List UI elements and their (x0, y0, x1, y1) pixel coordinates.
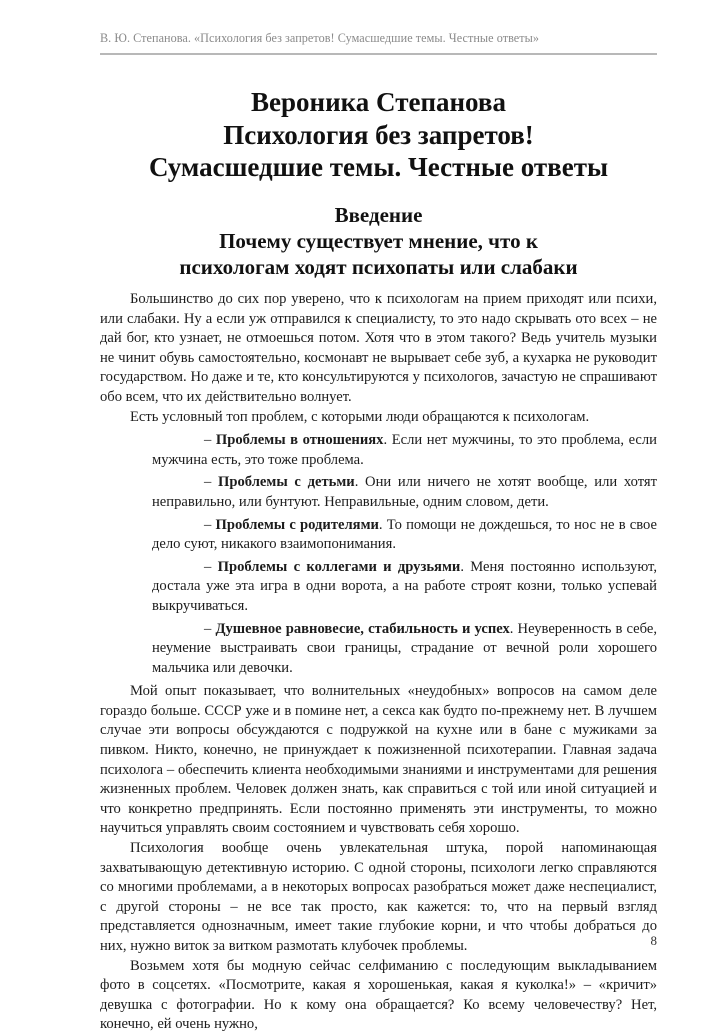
problem-title: Проблемы с коллегами и друзьями (217, 558, 461, 575)
running-header: В. Ю. Степанова. «Психология без запретов! Сумасшедшие темы. Честные ответы» (100, 31, 540, 45)
problem-text: . Неуверенность в себе, неумение выстраивать свои границы, страдание от вечной роли хорошего мальчика или девочки. (152, 620, 658, 676)
book-author: Вероника Степанова (251, 87, 506, 117)
problem-text: . Меня постоянно используют, достала уже эта игра в одни ворота, а на работе строят козни, только успевай выкручиваться. (152, 558, 657, 614)
problem-text: . То помощи не дождешься, то нос не в свое дело суют, никакого взаимопонимания. (152, 516, 657, 553)
problem-text: . Если нет мужчины, то это проблема, если мужчина есть, это тоже проблема. (152, 432, 657, 468)
dash: – (204, 474, 219, 491)
problem-list (152, 431, 657, 678)
problem-item (152, 431, 657, 470)
paragraph: Возьмем хотя бы модную сейчас селфиманию с последующим выкладыванием фото в соцсетях. «Посмотрите, какая я хорошенькая, какая я куколка!» – «кричит» девушка с фотографии. Но к кому она обращается? Ко всему человечеству? Нет, конечно, ей очень нужно, (100, 957, 657, 1033)
paragraph: Большинство до сих пор уверено, что к психологам на прием приходят или психи, или слабаки. Ну а если уж отправился к специалисту, то это надо скрывать ото всех – не дай бог, кто узнает, не отмоешься потом. Хотя что в этом такого? Ведь учитель музыки не чинит обувь самостоятельно, космонавт не вырывает себе зуб, а кухарка не руководит государством. Но даже и те, кто консультируются у психологов, зачастую не спрашивают обо всем, что их действительно волнует. (100, 291, 657, 405)
problem-item (152, 620, 657, 679)
problem-item (152, 473, 657, 512)
page-number: 8 (650, 933, 657, 948)
dash: – (204, 620, 216, 637)
problem-title: Проблемы в отношениях (215, 432, 384, 449)
problem-title: Проблемы с родителями (215, 516, 379, 533)
header-rule (100, 53, 657, 55)
book-title (100, 86, 657, 184)
chapter-title-line1: Почему существует мнение, что к (219, 229, 538, 253)
problem-text: . Они или ничего не хотят вообще, или хотят неправильно, или бунтуют. Неправильные, одним словом, дети. (152, 474, 658, 510)
problem-item (152, 516, 657, 555)
body-text (100, 290, 657, 1035)
book-title-line: Психология без запретов! (223, 119, 534, 150)
chapter-heading (100, 202, 657, 280)
chapter-label: Введение (334, 203, 423, 227)
book-subtitle-line: Сумасшедшие темы. Честные ответы (148, 152, 609, 182)
dash: – (204, 558, 218, 575)
paragraph: Есть условный топ проблем, с которыми люди обращаются к психологам. (130, 408, 590, 425)
problem-title: Проблемы с детьми (218, 474, 355, 491)
paragraph: Психология вообще очень увлекательная штука, порой напоминающая захватывающую детективную историю. С одной стороны, психологи легко справляются со многими проблемами, а в некоторых вопросах разобраться может даже неспециалист, с другой стороны – не все так просто, как кажется: то, что на первый взгляд представляется однозначным, имеет такие глубокие корни, и что чтобы добраться до них, нужно виток за витком размотать клубочек проблемы. (100, 840, 657, 954)
dash: – (204, 516, 216, 533)
paragraph: Мой опыт показывает, что волнительных «неудобных» вопросов на самом деле гораздо больше. СССР уже и в помине нет, а секса как будто по-прежнему нет. В лучшем случае эти вопросы обсуждаются с подружкой на кухне или в бане с мужиками за пивком. Никто, конечно, не принуждает к пожизненной психотерапии. Главная задача психолога – обеспечить клиента необходимыми знаниями и инструментами для решения жизненных проблем. Человек должен знать, как справиться с той или иной ситуацией и что конкретно предпринять. Если постоянно применять эти инструменты, то можно научиться управлять своим состоянием и чувствовать себя хорошо. (100, 683, 657, 837)
chapter-title-line2: психологам ходят психопаты или слабаки (179, 255, 578, 279)
problem-item (152, 558, 657, 617)
dash: – (204, 432, 216, 449)
problem-title: Душевное равновесие, стабильность и успех (215, 620, 510, 637)
